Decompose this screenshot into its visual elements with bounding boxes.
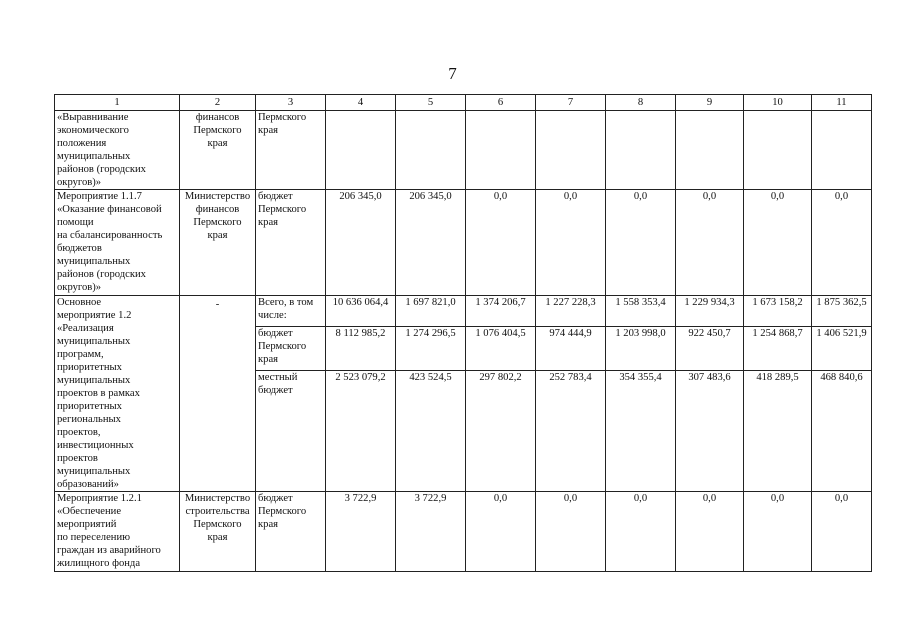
- activity-name-line: муниципальных: [57, 336, 131, 347]
- value-cell: [326, 111, 396, 190]
- value-cell: [536, 111, 606, 190]
- value-cell: 1 697 821,0: [396, 296, 466, 327]
- source-cell: [256, 327, 326, 371]
- value-cell: 3 722,9: [396, 492, 466, 572]
- source-line: Всего, в том: [258, 297, 314, 308]
- activity-name-line: граждан из аварийного: [57, 545, 161, 556]
- column-header-5: 5: [396, 95, 466, 111]
- responsible-cell: [180, 111, 256, 190]
- activity-name-cell: [55, 111, 180, 190]
- source-line: бюджет: [258, 191, 293, 202]
- value-cell: 206 345,0: [396, 190, 466, 296]
- source-cell: [256, 296, 326, 327]
- activity-name-line: районов (городских: [57, 269, 146, 280]
- value-cell: 252 783,4: [536, 371, 606, 492]
- value-cell: 1 673 158,2: [744, 296, 812, 327]
- source-cell: [256, 492, 326, 572]
- value-cell: [606, 111, 676, 190]
- value-cell: 974 444,9: [536, 327, 606, 371]
- activity-name-cell: [55, 296, 180, 492]
- activity-name-cell: [55, 190, 180, 296]
- source-line: местный: [258, 372, 298, 383]
- value-cell: 0,0: [606, 190, 676, 296]
- value-cell: 307 483,6: [676, 371, 744, 492]
- value-cell: 2 523 079,2: [326, 371, 396, 492]
- activity-name-line: «Реализация: [57, 323, 114, 334]
- activity-name-line: муниципальных: [57, 151, 131, 162]
- source-line: бюджет: [258, 328, 293, 339]
- responsible-cell: [180, 190, 256, 296]
- activity-name-line: бюджетов: [57, 243, 102, 254]
- page-number: 7: [448, 64, 457, 83]
- activity-name-line: приоритетных: [57, 362, 122, 373]
- value-cell: 0,0: [606, 492, 676, 572]
- value-cell: 3 722,9: [326, 492, 396, 572]
- activity-name-line: округов)»: [57, 282, 102, 293]
- activity-name-line: региональных: [57, 414, 121, 425]
- value-cell: 0,0: [812, 492, 872, 572]
- activity-name-line: экономического: [57, 125, 129, 136]
- value-cell: 0,0: [812, 190, 872, 296]
- value-cell: [812, 111, 872, 190]
- column-header-6: 6: [466, 95, 536, 111]
- responsible-line: финансов: [195, 204, 240, 215]
- table-row: [55, 111, 872, 190]
- activity-name-line: по переселению: [57, 532, 131, 543]
- source-line: края: [258, 217, 279, 228]
- responsible-line: Министерство: [184, 493, 251, 504]
- value-cell: 1 558 353,4: [606, 296, 676, 327]
- source-line: Пермского: [258, 506, 307, 517]
- source-cell: [256, 190, 326, 296]
- source-line: края: [258, 519, 279, 530]
- responsible-line: края: [207, 138, 228, 149]
- column-header-2: 2: [180, 95, 256, 111]
- value-cell: 0,0: [536, 492, 606, 572]
- column-header-3: 3: [256, 95, 326, 111]
- activity-name-line: приоритетных: [57, 401, 122, 412]
- value-cell: 1 254 868,7: [744, 327, 812, 371]
- value-cell: [744, 111, 812, 190]
- table-header-row: [55, 95, 872, 111]
- table-row: [55, 492, 872, 572]
- responsible-line: Пермского: [193, 217, 242, 228]
- activity-name-line: муниципальных: [57, 256, 131, 267]
- activity-name-line: жилищного фонда: [57, 558, 141, 569]
- activity-name-line: Основное: [57, 297, 102, 308]
- value-cell: 0,0: [676, 190, 744, 296]
- source-line: бюджет: [258, 385, 293, 396]
- responsible-line: края: [207, 532, 228, 543]
- responsible-line: Пермского: [193, 519, 242, 530]
- value-cell: 0,0: [676, 492, 744, 572]
- responsible-cell: [180, 492, 256, 572]
- value-cell: 1 203 998,0: [606, 327, 676, 371]
- responsible-line: строительства: [185, 506, 250, 517]
- source-line: края: [258, 125, 279, 136]
- activity-name-line: мероприятий: [57, 519, 117, 530]
- column-header-9: 9: [676, 95, 744, 111]
- activity-name-line: округов)»: [57, 177, 102, 188]
- activity-name-line: проектов: [57, 453, 98, 464]
- value-cell: 10 636 064,4: [326, 296, 396, 327]
- value-cell: 0,0: [744, 190, 812, 296]
- activity-name-line: положения: [57, 138, 107, 149]
- value-cell: [396, 111, 466, 190]
- activity-name-line: мероприятие 1.2: [57, 310, 132, 321]
- value-cell: 297 802,2: [466, 371, 536, 492]
- responsible-line: финансов: [195, 112, 240, 123]
- value-cell: [466, 111, 536, 190]
- value-cell: 1 406 521,9: [812, 327, 872, 371]
- program-table: [54, 94, 872, 572]
- source-line: края: [258, 354, 279, 365]
- column-header-10: 10: [744, 95, 812, 111]
- value-cell: 0,0: [536, 190, 606, 296]
- value-cell: 1 076 404,5: [466, 327, 536, 371]
- responsible-line: Министерство: [184, 191, 251, 202]
- activity-name-line: Мероприятие 1.1.7: [57, 191, 142, 202]
- value-cell: 354 355,4: [606, 371, 676, 492]
- source-line: бюджет: [258, 493, 293, 504]
- column-header-1: 1: [55, 95, 180, 111]
- value-cell: 1 875 362,5: [812, 296, 872, 327]
- activity-name-line: Мероприятие 1.2.1: [57, 493, 142, 504]
- activity-name-line: инвестиционных: [57, 440, 134, 451]
- value-cell: 0,0: [466, 492, 536, 572]
- activity-name-cell: [55, 492, 180, 572]
- table-row: [55, 190, 872, 296]
- responsible-line: края: [207, 230, 228, 241]
- activity-name-line: помощи: [57, 217, 94, 228]
- activity-name-line: «Оказание финансовой: [57, 204, 162, 215]
- activity-name-line: «Обеспечение: [57, 506, 122, 517]
- source-cell: [256, 111, 326, 190]
- value-cell: 1 374 206,7: [466, 296, 536, 327]
- source-line: Пермского: [258, 204, 307, 215]
- source-cell: [256, 371, 326, 492]
- value-cell: 922 450,7: [676, 327, 744, 371]
- value-cell: 0,0: [744, 492, 812, 572]
- activity-name-line: проектов,: [57, 427, 101, 438]
- activity-name-line: программ,: [57, 349, 104, 360]
- responsible-cell: [180, 296, 256, 492]
- activity-name-line: проектов в рамках: [57, 388, 140, 399]
- activity-name-line: районов (городских: [57, 164, 146, 175]
- table-row: [55, 296, 872, 327]
- column-header-11: 11: [812, 95, 872, 111]
- source-line: числе:: [258, 310, 287, 321]
- value-cell: 418 289,5: [744, 371, 812, 492]
- source-line: Пермского: [258, 112, 307, 123]
- value-cell: 1 274 296,5: [396, 327, 466, 371]
- responsible-line: -: [215, 299, 220, 310]
- activity-name-line: образований»: [57, 479, 119, 490]
- value-cell: [676, 111, 744, 190]
- activity-name-line: «Выравнивание: [57, 112, 129, 123]
- value-cell: 1 227 228,3: [536, 296, 606, 327]
- value-cell: 0,0: [466, 190, 536, 296]
- activity-name-line: муниципальных: [57, 466, 131, 477]
- responsible-line: Пермского: [193, 125, 242, 136]
- source-line: Пермского: [258, 341, 307, 352]
- value-cell: 468 840,6: [812, 371, 872, 492]
- activity-name-line: на сбалансированность: [57, 230, 163, 241]
- value-cell: 1 229 934,3: [676, 296, 744, 327]
- column-header-4: 4: [326, 95, 396, 111]
- value-cell: 206 345,0: [326, 190, 396, 296]
- activity-name-line: муниципальных: [57, 375, 131, 386]
- value-cell: 423 524,5: [396, 371, 466, 492]
- value-cell: 8 112 985,2: [326, 327, 396, 371]
- column-header-8: 8: [606, 95, 676, 111]
- column-header-7: 7: [536, 95, 606, 111]
